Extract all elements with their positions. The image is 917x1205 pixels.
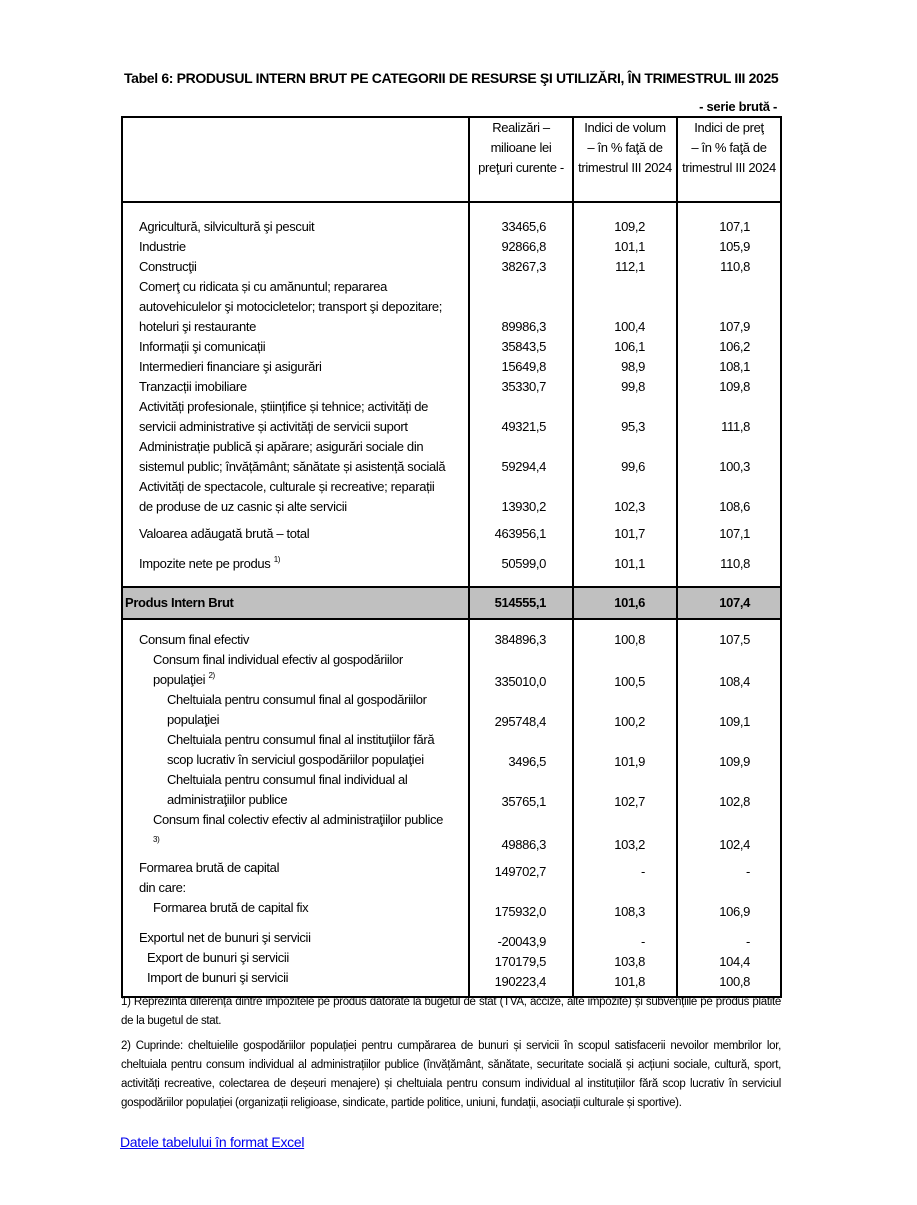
row-label: Consum final colectiv efectiv al administraţiilor publice — [153, 812, 444, 827]
gdp-row — [122, 587, 781, 619]
row-label: Cheltuiala pentru consumul final individual al — [167, 772, 408, 787]
resources-values: 33465,6 92866,8 38267,3 89986,3 35843,5 15649,8 35330,7 49321,5 59294,4 13930,2 463956,1 50599,0 — [469, 202, 573, 587]
footnote-ref-row: 3) — [153, 835, 160, 844]
row-label: Construcţii — [139, 259, 197, 274]
row-label: sistemul public; învățământ; sănătate și asistență socială — [139, 459, 446, 474]
row-label: administraţiilor publice — [167, 792, 288, 807]
uses-section — [122, 619, 781, 997]
row-label-impozite: Impozite nete pe produs $^{1)}$ — [139, 555, 281, 571]
header-label-col — [122, 117, 469, 202]
row-label: Informații şi comunicații — [139, 339, 266, 354]
gdp-price: 107,4 — [677, 587, 781, 619]
row-label: Administrație publică și apărare; asigurări sociale din — [139, 439, 424, 454]
row-label: Consum final individual efectiv al gospodăriilor — [153, 652, 403, 667]
resources-section — [122, 202, 781, 587]
uses-price: 107,5 108,4 109,1 109,9 102,8 102,4 - 106,9 - 104,4 100,8 — [677, 619, 781, 997]
row-label: Exportul net de bunuri şi servicii — [139, 930, 311, 945]
resources-price: 107,1 105,9 110,8 107,9 106,2 108,1 109,8 111,8 100,3 108,6 107,1 110,8 — [677, 202, 781, 587]
footnotes — [121, 993, 781, 1119]
uses-labels — [122, 619, 469, 997]
row-label: hoteluri şi restaurante — [139, 319, 256, 334]
uses-volume: 100,8 100,5 100,2 101,9 102,7 103,2 - 108,3 - 103,8 101,8 — [573, 619, 677, 997]
row-label: Formarea brută de capital — [139, 860, 280, 875]
excel-download-link[interactable]: Datele tabelului în format Excel — [120, 1134, 305, 1150]
row-label: Agricultură, silvicultură şi pescuit — [139, 219, 315, 234]
uses-values: 384896,3 335010,0 295748,4 3496,5 35765,1 49886,3 149702,7 175932,0 -20043,9 170179,5 190223,4 — [469, 619, 573, 997]
row-label: Formarea brută de capital fix — [153, 900, 309, 915]
row-label: servicii administrative și activități de servicii suport — [139, 419, 408, 434]
row-label: Valoarea adăugată brută – total — [139, 526, 310, 541]
row-label: Intermedieri financiare şi asigurări — [139, 359, 322, 374]
row-label: scop lucrativ în serviciul gospodăriilor populaţiei — [167, 752, 424, 767]
row-label: Import de bunuri şi servicii — [147, 970, 289, 985]
gdp-volume: 101,6 — [573, 587, 677, 619]
row-label: Cheltuiala pentru consumul final al gospodăriilor — [167, 692, 427, 707]
header-value-col: Realizări – milioane lei preţuri curente - — [469, 117, 573, 202]
row-label: Export de bunuri şi servicii — [147, 950, 289, 965]
row-label: din care: — [139, 880, 186, 895]
row-label: Consum final efectiv — [139, 632, 250, 647]
gdp-value: 514555,1 — [469, 587, 573, 619]
row-label: Cheltuiala pentru consumul final al instituţiilor fără — [167, 732, 435, 747]
footnote-1: 1) Reprezintă diferența dintre impozitele pe produs datorate la bugetul de stat (TVA, accize, alte impozite) și subvențiile pe produs plătite de la bugetul de stat. — [121, 996, 781, 1027]
row-label: populaţiei — [167, 712, 220, 727]
table-title: Tabel 6: PRODUSUL INTERN BRUT PE CATEGORII DE RESURSE ŞI UTILIZĂRI, ÎN TRIMESTRUL III 2025 — [124, 70, 779, 86]
table-header-row — [122, 117, 781, 202]
row-label: Activități de spectacole, culturale și recreative; reparații — [139, 479, 435, 494]
row-label: Comerţ cu ridicata și cu amănuntul; repararea — [139, 279, 387, 294]
header-price-col: Indici de preţ – în % faţă de trimestrul III 2024 — [677, 117, 781, 202]
gdp-table — [121, 116, 782, 998]
resources-labels — [122, 202, 469, 587]
row-label: Tranzacții imobiliare — [139, 379, 247, 394]
row-label: Activități profesionale, științifice și tehnice; activități de — [139, 399, 428, 414]
footnote-ref: 2) — [208, 671, 215, 680]
resources-volume: 109,2 101,1 112,1 100,4 106,1 98,9 99,8 95,3 99,6 102,3 101,7 101,1 — [573, 202, 677, 587]
row-label: autovehiculelor şi motocicletelor; transport şi depozitare; — [139, 299, 443, 314]
row-label: Industrie — [139, 239, 186, 254]
header-volume-col: Indici de volum – în % faţă de trimestrul III 2024 — [573, 117, 677, 202]
footnote-2: 2) Cuprinde: cheltuielile gospodăriilor populației pentru cumpărarea de bunuri și servicii în scopul satisfacerii nevoilor membrilor lor, cheltuiala pentru consum individual al administrațiilor publice (învățământ, sănătate, securitate socială și acțiuni sociale, cultură, sport, activități recreative, colectarea de deșeuri menajere) și cheltuiala pentru consum individual al instituțiilor fără scop lucrativ în serviciul gospodăriilor populației (organizații religioase, sindicate, partide politice, uniuni, fundații, asociații culturale și sportive). — [121, 1040, 781, 1109]
row-label: populaţiei $^{2)}$ — [153, 671, 215, 687]
series-note: - serie brută - — [699, 99, 777, 114]
footnote-ref: 1) — [273, 555, 281, 564]
row-label: de produse de uz casnic și alte servicii — [139, 499, 347, 514]
gdp-label: Produs Intern Brut — [122, 587, 469, 619]
